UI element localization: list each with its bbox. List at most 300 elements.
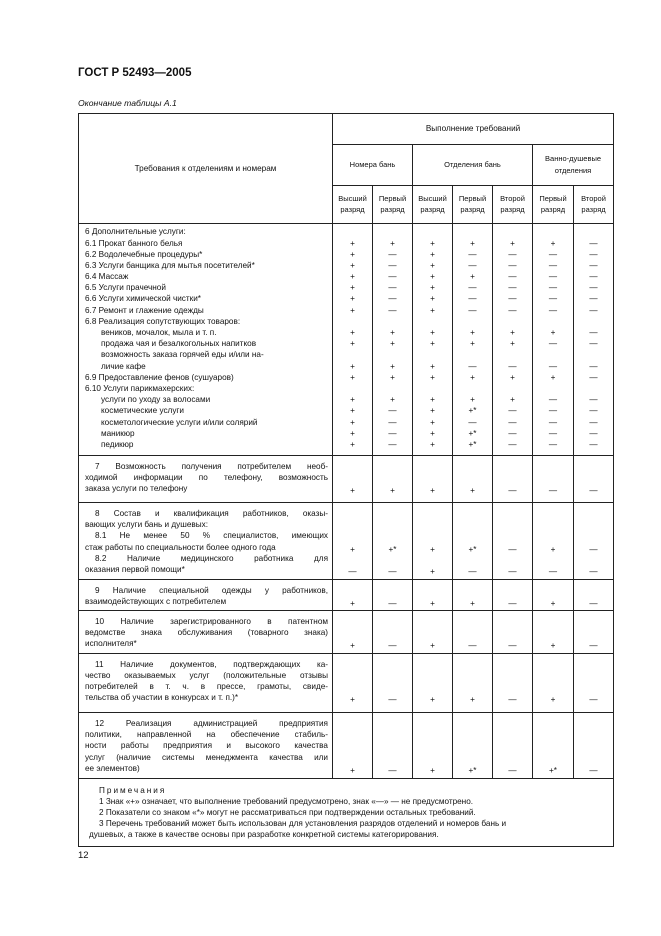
mark: + <box>350 238 355 248</box>
mark: +* <box>468 544 477 554</box>
mark <box>413 731 452 742</box>
mark: + <box>430 599 435 609</box>
requirement-line: оказания первой помощи* <box>85 565 185 575</box>
mark <box>333 720 372 731</box>
mark <box>453 555 492 566</box>
mark <box>333 383 372 394</box>
requirement-line: политики, направленной на обеспечение стабиль- <box>85 730 328 740</box>
mark: — <box>589 361 598 371</box>
mark <box>453 731 492 742</box>
mark: — <box>508 765 517 775</box>
mark: — <box>548 283 558 293</box>
mark: — <box>589 339 598 349</box>
requirement-line: 6.3 Услуги банщика для мытья посетителей* <box>85 260 255 270</box>
mark-cell <box>413 456 453 503</box>
mark-cell <box>493 503 533 580</box>
mark <box>493 587 532 598</box>
mark: + <box>390 361 395 371</box>
mark <box>453 629 492 640</box>
mark <box>533 731 573 742</box>
mark-cell <box>533 610 574 653</box>
mark-cell <box>373 224 413 456</box>
mark <box>333 510 372 521</box>
mark: + <box>470 695 475 705</box>
mark <box>373 383 412 394</box>
mark <box>574 672 613 683</box>
mark: — <box>468 260 477 270</box>
mark-cell <box>373 579 413 610</box>
mark: + <box>470 339 475 349</box>
requirement-line: вающих услуги бань и душевых: <box>85 520 208 530</box>
mark-cell <box>574 503 614 580</box>
mark: — <box>388 417 397 427</box>
mark: + <box>430 361 435 371</box>
mark <box>574 383 613 394</box>
mark-cell <box>453 503 493 580</box>
mark: — <box>548 339 558 349</box>
requirement-line: тельства об участии в конкурсах и т. п.)* <box>85 693 239 703</box>
mark: — <box>589 249 598 259</box>
mark <box>574 661 613 672</box>
mark-cell <box>333 456 373 503</box>
mark: + <box>430 260 435 270</box>
mark: — <box>388 249 397 259</box>
mark: — <box>508 641 517 651</box>
mark: — <box>548 406 558 416</box>
mark <box>413 532 452 543</box>
mark: + <box>430 695 435 705</box>
requirement-line: 10 Наличие зарегистрированного в патентном <box>95 616 328 626</box>
mark-cell <box>333 610 373 653</box>
mark: + <box>550 328 556 338</box>
mark: — <box>508 428 517 438</box>
mark-cell <box>413 713 453 778</box>
mark: — <box>508 361 517 371</box>
mark: + <box>350 372 355 382</box>
mark: — <box>589 406 598 416</box>
mark: — <box>508 439 517 449</box>
mark: + <box>430 417 435 427</box>
mark: + <box>350 544 355 554</box>
mark <box>533 463 573 474</box>
requirement-line: потребителей в т. ч. в прессе, грамоты, свиде- <box>85 682 328 692</box>
mark: — <box>508 417 517 427</box>
requirement-line: 6.10 Услуги парикмахерских: <box>85 383 195 393</box>
requirement-line: продажа чая и безалкогольных напитков <box>101 339 257 349</box>
mark <box>453 683 492 694</box>
mark-cell <box>453 224 493 456</box>
mark-cell <box>533 653 574 712</box>
mark: — <box>388 283 397 293</box>
requirement-cell <box>79 713 333 778</box>
mark: + <box>350 695 355 705</box>
mark-cell <box>533 456 574 503</box>
group-header-baths: Отделения бань <box>413 144 533 185</box>
requirement-line: 6.8 Реализация сопутствующих товаров: <box>85 316 241 326</box>
mark <box>453 510 492 521</box>
mark-cell <box>373 653 413 712</box>
mark <box>574 629 613 640</box>
requirement-line: личие кафе <box>101 361 146 371</box>
mark <box>453 754 492 765</box>
mark: — <box>508 305 517 315</box>
mark <box>574 555 613 566</box>
mark-cell <box>373 456 413 503</box>
document-header: ГОСТ Р 52493—2005 <box>78 67 192 79</box>
mark <box>413 661 452 672</box>
mark: + <box>350 361 355 371</box>
mark: +* <box>468 428 477 438</box>
mark <box>453 618 492 629</box>
mark <box>333 618 372 629</box>
mark: + <box>430 339 435 349</box>
mark <box>533 754 573 765</box>
mark: — <box>589 372 598 382</box>
mark-cell <box>373 610 413 653</box>
mark: + <box>430 305 435 315</box>
mark: — <box>468 567 477 577</box>
mark: + <box>430 765 435 775</box>
mark <box>413 742 452 753</box>
mark: — <box>589 272 598 282</box>
mark-cell <box>413 224 453 456</box>
mark <box>493 463 532 474</box>
mark-cell <box>333 503 373 580</box>
mark: +* <box>549 765 557 775</box>
mark <box>453 474 492 485</box>
mark <box>574 226 613 237</box>
mark <box>373 661 412 672</box>
page-number: 12 <box>78 850 89 861</box>
note-item: 3 Перечень требований может быть использован для установления разрядов отделений и номеров бань и <box>99 819 507 829</box>
mark: — <box>508 272 517 282</box>
mark <box>413 463 452 474</box>
mark: — <box>468 305 477 315</box>
mark-cell <box>333 653 373 712</box>
mark <box>413 720 452 731</box>
mark: — <box>589 238 598 248</box>
requirements-table <box>78 113 614 847</box>
mark-cell <box>574 579 614 610</box>
mark <box>493 672 532 683</box>
mark: — <box>508 544 517 554</box>
requirement-line: 6.9 Предоставление фенов (сушуаров) <box>85 372 234 382</box>
mark <box>533 618 573 629</box>
mark: + <box>430 406 435 416</box>
requirement-line: 8.1 Не менее 50 % специалистов, имеющих <box>95 531 328 541</box>
mark: + <box>430 486 435 496</box>
mark: — <box>589 599 598 609</box>
grade-header: Первый разряд <box>533 185 574 224</box>
mark: — <box>548 294 558 304</box>
mark <box>493 383 532 394</box>
requirement-line: 12 Реализация администрацией предприятия <box>95 719 328 729</box>
mark <box>413 618 452 629</box>
mark <box>574 521 613 532</box>
mark-cell <box>333 579 373 610</box>
mark: — <box>468 294 477 304</box>
requirement-line: косметологические услуги и/или солярий <box>101 417 258 427</box>
mark-cell <box>533 224 574 456</box>
mark-cell <box>533 579 574 610</box>
mark <box>533 629 573 640</box>
mark: + <box>350 283 355 293</box>
requirement-cell <box>79 579 333 610</box>
requirement-line: 7 Возможность получения потребителем необ- <box>95 462 328 472</box>
mark <box>533 521 573 532</box>
mark: + <box>350 599 355 609</box>
mark <box>533 720 573 731</box>
mark <box>574 754 613 765</box>
mark <box>453 742 492 753</box>
mark <box>533 587 573 598</box>
mark: + <box>550 695 556 705</box>
mark-cell <box>574 456 614 503</box>
mark <box>373 587 412 598</box>
mark <box>493 316 532 327</box>
mark <box>373 555 412 566</box>
mark-cell <box>533 503 574 580</box>
mark: — <box>348 567 357 577</box>
mark: + <box>550 599 556 609</box>
mark: +* <box>468 439 477 449</box>
mark: — <box>589 395 598 405</box>
mark <box>453 226 492 237</box>
mark: + <box>550 372 556 382</box>
mark <box>533 661 573 672</box>
mark <box>373 618 412 629</box>
mark <box>493 510 532 521</box>
mark <box>453 661 492 672</box>
mark <box>493 720 532 731</box>
mark <box>333 349 372 360</box>
mark-cell <box>574 653 614 712</box>
main-column-header: Выполнение требований <box>333 114 614 145</box>
mark: — <box>589 695 598 705</box>
mark <box>333 683 372 694</box>
mark <box>493 555 532 566</box>
requirement-line: ведомстве знака обслуживания (товарного знака) <box>85 628 328 638</box>
mark <box>333 587 372 598</box>
mark: + <box>350 395 355 405</box>
mark <box>333 316 372 327</box>
mark: — <box>589 283 598 293</box>
mark: — <box>589 428 598 438</box>
mark <box>413 683 452 694</box>
mark <box>574 463 613 474</box>
mark: + <box>430 428 435 438</box>
mark: + <box>350 486 355 496</box>
mark: + <box>390 395 395 405</box>
mark-cell <box>413 653 453 712</box>
requirement-line: чество оказываемых услуг (положительные отзывы <box>85 670 328 680</box>
requirement-line: услуг (наличие системы менеджмента качества или <box>85 752 328 762</box>
mark <box>333 754 372 765</box>
mark <box>453 672 492 683</box>
mark: +* <box>388 544 397 554</box>
requirement-line: 6.7 Ремонт и глажение одежды <box>85 305 204 315</box>
requirement-cell <box>79 456 333 503</box>
mark: — <box>508 249 517 259</box>
mark <box>574 474 613 485</box>
mark <box>373 463 412 474</box>
mark: — <box>589 544 598 554</box>
mark <box>533 383 573 394</box>
mark-cell <box>373 713 413 778</box>
mark: — <box>468 249 477 259</box>
mark: — <box>589 765 598 775</box>
mark <box>493 742 532 753</box>
requirement-line: косметические услуги <box>101 406 184 416</box>
requirement-line: 6 Дополнительные услуги: <box>85 227 186 237</box>
mark: + <box>510 395 515 405</box>
mark <box>493 474 532 485</box>
mark-cell <box>493 579 533 610</box>
mark <box>373 720 412 731</box>
mark: + <box>430 283 435 293</box>
mark <box>373 226 412 237</box>
requirement-line: взаимодействующих с потребителем <box>85 597 227 607</box>
mark: — <box>468 361 477 371</box>
group-header-rooms: Номера бань <box>333 144 413 185</box>
requirement-line: 9 Наличие специальной одежды у работников, <box>95 585 328 595</box>
mark <box>373 731 412 742</box>
mark: + <box>470 599 475 609</box>
mark <box>373 474 412 485</box>
mark <box>413 555 452 566</box>
mark: + <box>430 641 435 651</box>
mark <box>493 521 532 532</box>
requirement-line: веников, мочалок, мыла и т. п. <box>101 328 217 338</box>
mark <box>373 349 412 360</box>
requirement-cell <box>79 653 333 712</box>
mark <box>413 349 452 360</box>
mark: + <box>350 339 355 349</box>
mark-cell <box>333 713 373 778</box>
mark-cell <box>453 579 493 610</box>
mark <box>413 383 452 394</box>
grade-header: Второй разряд <box>493 185 533 224</box>
mark: — <box>468 283 477 293</box>
mark: + <box>390 238 395 248</box>
mark <box>333 474 372 485</box>
mark <box>373 521 412 532</box>
mark: + <box>350 641 355 651</box>
mark <box>333 521 372 532</box>
mark: — <box>589 305 598 315</box>
mark: — <box>548 305 558 315</box>
mark <box>373 742 412 753</box>
mark-cell <box>453 713 493 778</box>
mark: + <box>350 428 355 438</box>
mark: + <box>350 439 355 449</box>
mark <box>493 683 532 694</box>
mark <box>533 226 573 237</box>
mark <box>574 618 613 629</box>
mark: + <box>390 486 395 496</box>
mark <box>574 510 613 521</box>
mark <box>413 754 452 765</box>
mark <box>453 383 492 394</box>
mark-cell <box>453 456 493 503</box>
mark-cell <box>493 653 533 712</box>
mark: + <box>550 641 556 651</box>
mark: + <box>430 249 435 259</box>
mark: — <box>548 260 558 270</box>
mark: — <box>508 406 517 416</box>
grade-header: Второй разряд <box>574 185 614 224</box>
mark: — <box>589 439 598 449</box>
mark <box>373 629 412 640</box>
requirement-line: 11 Наличие документов, подтверждающих ка- <box>95 659 328 669</box>
mark-cell <box>453 610 493 653</box>
mark <box>413 316 452 327</box>
mark: + <box>470 486 475 496</box>
mark: — <box>388 272 397 282</box>
mark <box>493 532 532 543</box>
mark <box>413 629 452 640</box>
mark: + <box>430 294 435 304</box>
mark-cell <box>413 610 453 653</box>
mark: + <box>350 765 355 775</box>
mark <box>493 349 532 360</box>
notes-title: Примечания <box>99 785 167 795</box>
requirement-line: маникюр <box>101 428 135 438</box>
requirement-line: 6.1 Прокат банного белья <box>85 238 183 248</box>
requirement-line: 8 Состав и квалификация работников, оказы- <box>95 509 328 519</box>
mark: — <box>508 294 517 304</box>
requirement-line: 6.2 Водолечебные процедуры* <box>85 249 203 259</box>
mark: — <box>548 486 558 496</box>
mark <box>413 226 452 237</box>
mark <box>533 316 573 327</box>
mark <box>413 672 452 683</box>
mark-cell <box>413 503 453 580</box>
mark: + <box>430 272 435 282</box>
mark-cell <box>574 713 614 778</box>
mark: + <box>430 372 435 382</box>
mark <box>453 463 492 474</box>
mark <box>453 316 492 327</box>
mark: — <box>388 294 397 304</box>
mark <box>533 510 573 521</box>
requirement-line: возможность заказа горячей еды и/или на- <box>101 350 264 360</box>
mark <box>333 672 372 683</box>
mark: + <box>430 238 435 248</box>
mark: — <box>388 439 397 449</box>
mark: — <box>589 294 598 304</box>
mark <box>574 316 613 327</box>
mark: + <box>350 305 355 315</box>
requirement-line: ходимой информации по телефону, возможность <box>85 473 328 483</box>
mark <box>333 661 372 672</box>
mark: — <box>548 439 558 449</box>
requirement-line: 8.2 Наличие медицинского работника для <box>95 553 328 563</box>
mark: + <box>510 372 515 382</box>
mark <box>574 587 613 598</box>
notes-block <box>79 778 614 847</box>
mark <box>493 629 532 640</box>
mark: + <box>390 328 395 338</box>
mark: — <box>589 486 598 496</box>
mark: — <box>388 765 397 775</box>
mark: — <box>388 567 397 577</box>
mark: + <box>350 294 355 304</box>
mark: + <box>350 417 355 427</box>
mark: — <box>548 272 558 282</box>
mark: + <box>430 567 435 577</box>
mark-cell <box>574 610 614 653</box>
